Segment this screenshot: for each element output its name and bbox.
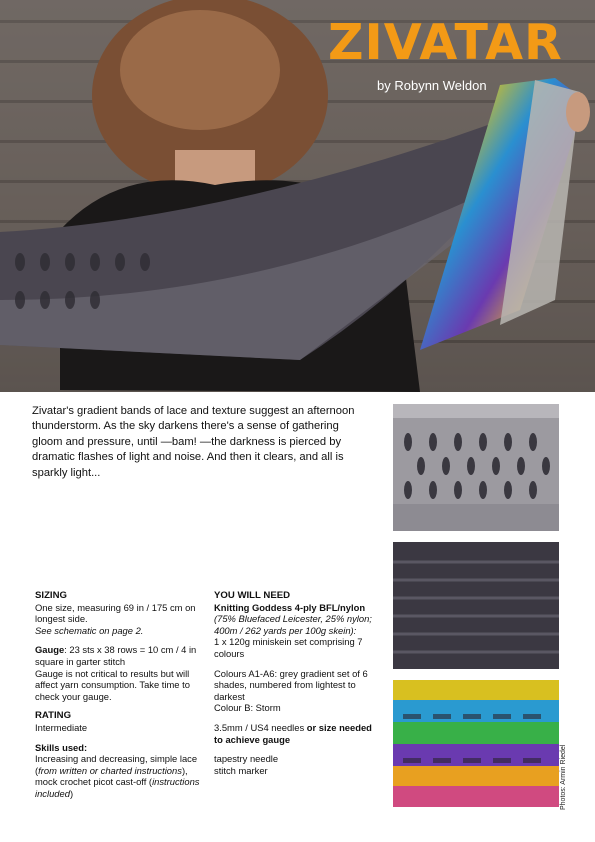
photo-credit: Photos: Armin Riedel — [560, 744, 567, 810]
skills-heading: Skills used: — [35, 741, 88, 753]
rating-value: Intermediate — [35, 721, 88, 733]
yarn-amount: 1 x 120g miniskein set comprising 7 colours — [214, 636, 363, 659]
notion-stitch-marker: stitch marker — [214, 764, 268, 776]
sizing-text: One size, measuring 69 in / 175 cm on longest side. — [35, 601, 196, 625]
pattern-title: ZIVATAR — [328, 14, 563, 71]
intro-paragraph: Zivatar's gradient bands of lace and texture suggest an afternoon thunderstorm. As the sky darkens there's a sense of gathering gloom and pressure, until —bam! —the darkness is pierced by dramatic flashes of light and noise. And then it clears, and all is sparkly light... — [32, 405, 355, 479]
gauge-note: Gauge is not critical to results but will affect yarn consumption. Take time to check your gauge. — [35, 667, 190, 702]
sizing-heading: SIZING — [35, 590, 67, 601]
materials-column — [214, 590, 382, 776]
gauge-text: Gauge: 23 sts x 38 rows = 10 cm / 4 in square in garter stitch — [35, 644, 197, 667]
rating-heading: RATING — [35, 710, 72, 722]
texture-swatch-photo — [393, 542, 559, 669]
gauge-label: Gauge — [35, 644, 65, 656]
colours-a: Colours A1-A6: grey gradient set of 6 shades, numbered from lightest to darkest — [214, 667, 368, 702]
yarn-detail: (75% Bluefaced Leicester, 25% nylon; 400m / 262 yards per 100g skein): — [214, 613, 372, 636]
sizing-note: See schematic on page 2. — [35, 624, 144, 636]
hero-photo — [0, 0, 595, 392]
skills-text: Increasing and decreasing, simple lace (from written or charted instructions), mock crochet picot cast-off (instructions included) — [35, 753, 200, 799]
lace-swatch-photo — [393, 404, 559, 531]
yarn-name: Knitting Goddess 4-ply BFL/nylon — [214, 601, 366, 613]
needles: 3.5mm / US4 needles or size needed to achieve gauge — [214, 721, 372, 745]
colour-b: Colour B: Storm — [214, 702, 281, 714]
designer-byline: by Robynn Weldon — [377, 78, 487, 93]
you-will-need-heading: YOU WILL NEED — [214, 590, 291, 601]
colour-swatch-photo — [393, 680, 559, 807]
pattern-details-column — [35, 590, 207, 800]
notion-tapestry-needle: tapestry needle — [214, 753, 279, 765]
